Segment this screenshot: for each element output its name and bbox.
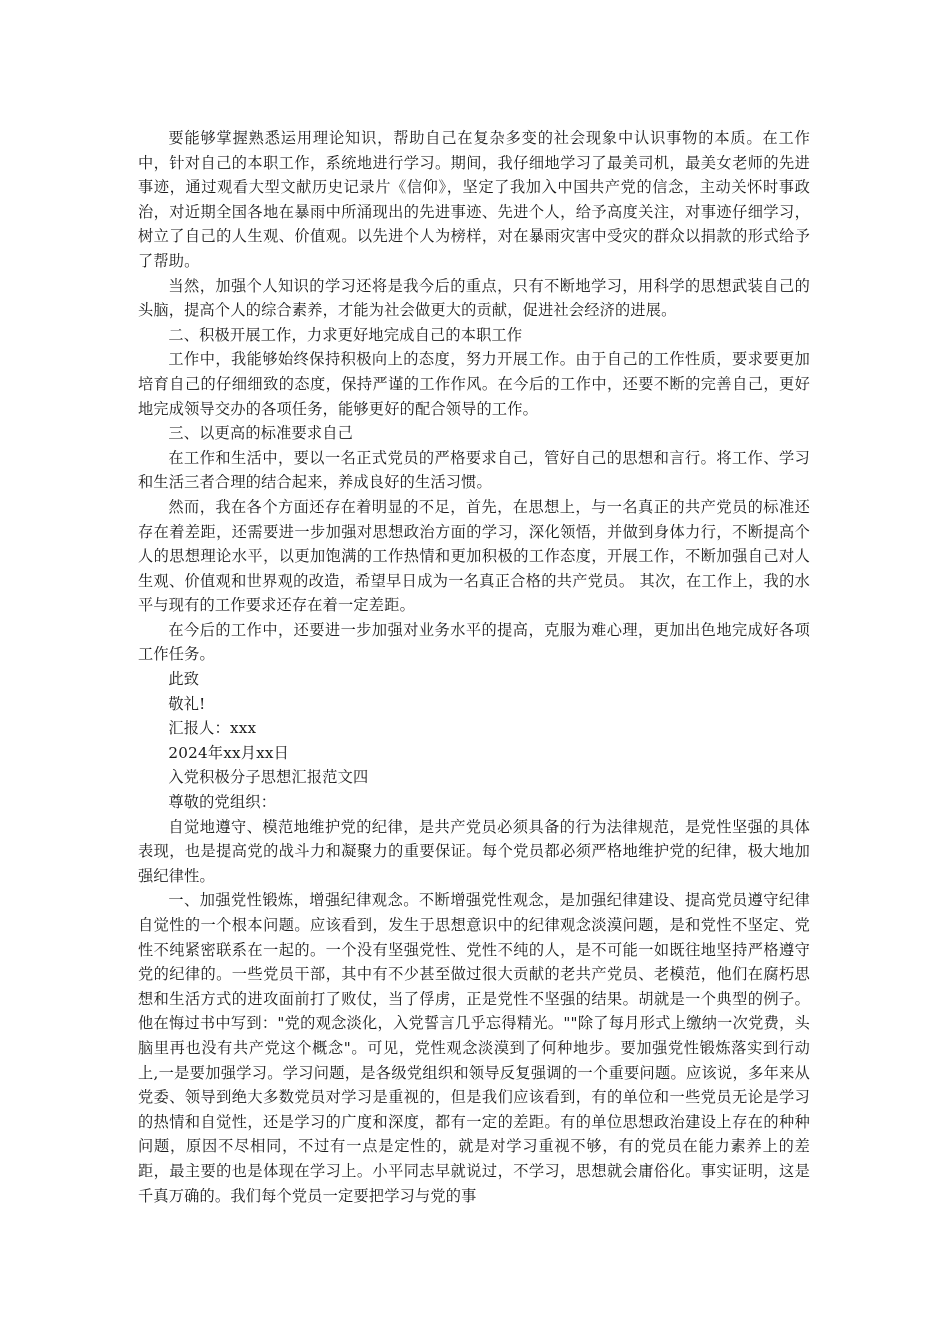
greeting: 尊敬的党组织： [168,793,277,812]
closing-salutation: 此致 [168,670,200,689]
section-heading-3: 三、以更高的标准要求自己 [168,424,354,443]
paragraph-work-life: 在工作和生活中，要以一名正式党员的严格要求自己，管好自己的思想和言行。将工作、学习和生活三者合理的结合起来，养成良好的生活习惯。 [138,448,810,492]
document-body [138,126,810,1208]
paragraph-study-theory: 要能够掌握熟悉运用理论知识，帮助自己在复杂多变的社会现象中认识事物的本质。在工作中，针对自己的本职工作，系统地进行学习。期间，我仔细地学习了最美司机，最美女老师的先进事迹，通过观看大型文献历史记录片《信仰》，坚定了我加入中国共产党的信念，主动关怀时事政治，对近期全国各地在暴雨中所涌现出的先进事迹、先进个人，给予高度关注，对事迹仔细学习，树立了自己的人生观、价值观。以先进个人为榜样，对在暴雨灾害中受灾的群众以捐款的形式给予了帮助。 [138,129,810,270]
closing-regards: 敬礼! [168,694,206,713]
section-heading-2: 二、积极开展工作，力求更好地完成自己的本职工作 [168,325,523,344]
reporter-signature: 汇报人：xxx [168,719,257,738]
sample-title-4: 入党积极分子思想汇报范文四 [168,768,369,787]
paragraph-shortcomings: 然而，我在各个方面还存在着明显的不足，首先，在思想上，与一名真正的共产党员的标准还存在着差距，还需要进一步加强对思想政治方面的学习，深化领悟，并做到身体力行，不断提高个人的思想理论水平，以更加饱满的工作热情和更加积极的工作态度，开展工作，不断加强自己对人生观、价值观和世界观的改造，希望早日成为一名真正合格的共产党员。 其次，在工作上，我的水平与现有的工作要求还存在着一定差距。 [138,497,810,615]
report-date: 2024年xx月xx日 [168,743,290,762]
paragraph-work-attitude: 工作中，我能够始终保持积极向上的态度，努力开展工作。由于自己的工作性质，要求要更加培育自己的仔细细致的态度，保持严谨的工作作风。在今后的工作中，还要不断的完善自己，更好地完成领导交办的各项任务，能够更好的配合领导的工作。 [138,350,810,418]
paragraph-future-work: 在今后的工作中，还要进一步加强对业务水平的提高，克服为难心理，更加出色地完成好各项工作任务。 [138,620,810,664]
paragraph-discipline-intro: 自觉地遵守、模范地维护党的纪律，是共产党员必须具备的行为法律规范，是党性坚强的具体表现，也是提高党的战斗力和凝聚力的重要保证。每个党员都必须严格地维护党的纪律，极大地加强纪律性。 [138,817,810,885]
paragraph-personal-knowledge: 当然，加强个人知识的学习还将是我今后的重点，只有不断地学习，用科学的思想武装自己的头脑，提高个人的综合素养，才能为社会做更大的贡献，促进社会经济的进展。 [138,276,810,320]
paragraph-party-spirit: 一、加强党性锻炼，增强纪律观念。不断增强党性观念，是加强纪律建设、提高党员遵守纪律自觉性的一个根本问题。应该看到，发生于思想意识中的纪律观念淡漠问题，是和党性不坚定、党性不纯紧密联系在一起的。一个没有坚强党性、党性不纯的人，是不可能一如既往地坚持严格遵守党的纪律的。一些党员干部，其中有不少甚至做过很大贡献的老共产党员、老模范，他们在腐朽思想和生活方式的进攻面前打了败仗，当了俘虏，正是党性不坚强的结果。胡就是一个典型的例子。他在悔过书中写到："党的观念淡化，入党誓言几乎忘得精光。""除了每月形式上缴纳一次党费，头脑里再也没有共产党这个概念"。可见，党性观念淡漠到了何种地步。要加强党性锻炼落实到行动上,一是要加强学习。学习问题，是各级党组织和领导反复强调的一个重要问题。应该说，多年来从党委、领导到绝大多数党员对学习是重视的，但是我们应该看到，有的单位和一些党员无论是学习的热情和自觉性，还是学习的广度和深度，都有一定的差距。有的单位思想政治建设上存在的种种问题，原因不尽相同，不过有一点是定性的，就是对学习重视不够，有的党员在能力素养上的差距，最主要的也是体现在学习上。小平同志早就说过，不学习，思想就会庸俗化。事实证明，这是千真万确的。我们每个党员一定要把学习与党的事 [138,891,810,1205]
